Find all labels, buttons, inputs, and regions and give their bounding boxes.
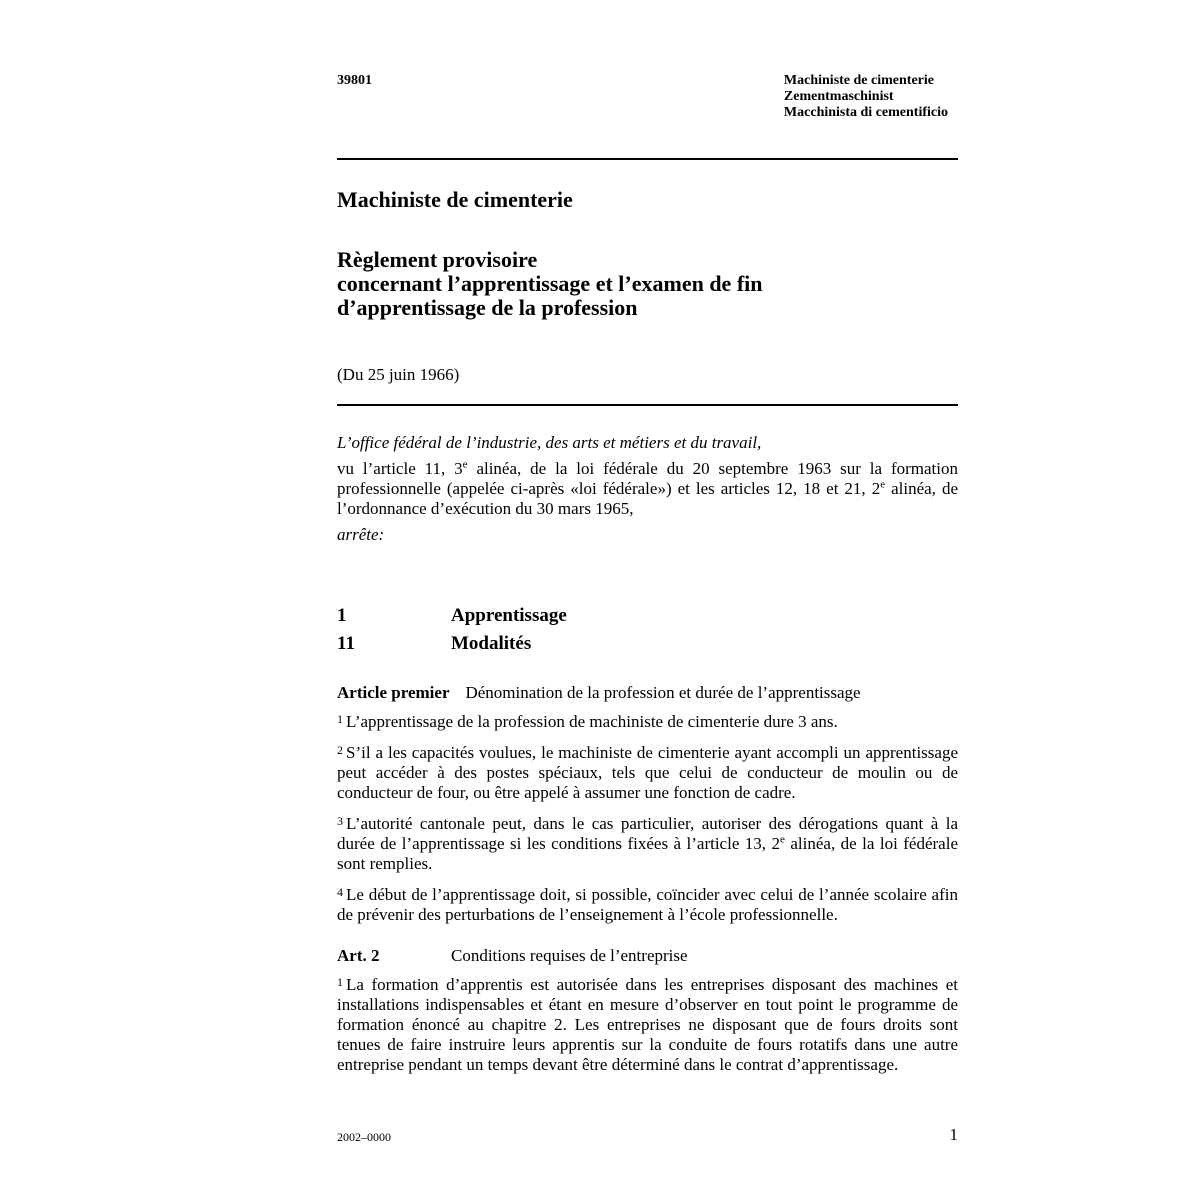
legal-basis (337, 459, 958, 519)
document-date: (Du 25 juin 1966) (337, 365, 460, 384)
title-rule (337, 404, 958, 406)
article-paragraph (337, 709, 958, 732)
subtitle-line-3: d’apprentissage de la profession (337, 295, 638, 320)
legal-basis-part-1: vu l’article 11, 3 (337, 459, 463, 478)
paragraph-number: 1 (337, 712, 343, 726)
section-number: 1 (337, 605, 347, 626)
title-italian: Macchinista di cementificio (783, 105, 948, 120)
page-number: 1 (949, 1125, 958, 1144)
document-page (337, 0, 958, 1200)
paragraph-number: 3 (337, 814, 343, 828)
section-heading-1 (337, 605, 567, 627)
section-number: 11 (337, 633, 355, 654)
paragraph-text: L’autorité cantonale peut, dans le cas particulier, autoriser des dérogations quant à la durée de l’apprentissage si les conditions fixées à l’article 13, 2 (337, 814, 958, 853)
decree-word: arrête: (337, 525, 385, 544)
subtitle-line-2: concernant l’apprentissage et l’examen de fin (337, 271, 763, 296)
article-label: Art. 2 (337, 946, 380, 965)
paragraph-number: 1 (337, 975, 343, 989)
document-title: Machiniste de cimenterie (337, 187, 573, 212)
article-title: Dénomination de la profession et durée de l’apprentissage (465, 683, 861, 702)
superscript: e (462, 458, 468, 471)
header-rule (337, 158, 958, 160)
superscript: e (780, 833, 785, 846)
paragraph-text: La formation d’apprentis est autorisée dans les entreprises disposant des machines et installations indispensables et étant en mesure d’observer en tout point le programme de formation énoncé au chapitre 2. Les entreprises ne disposant que de fours droits sont tenues de faire instruire leurs apprentis sur la conduite de fours rotatifs dans une autre entreprise pendant un temps devant être déterminé dans le contrat d’apprentissage. (337, 975, 958, 1074)
paragraph-text: alinéa, de la loi fédérale sont remplies. (337, 834, 958, 873)
document-number: 39801 (337, 73, 372, 88)
article-paragraph (337, 740, 958, 803)
section-heading-11 (337, 633, 531, 655)
paragraph-number: 4 (337, 885, 343, 899)
section-title: Modalités (451, 633, 532, 654)
profession-titles (784, 73, 948, 121)
article-2 (337, 946, 958, 1083)
footer-code: 2002–0000 (337, 1130, 391, 1144)
paragraph-text: Le début de l’apprentissage doit, si possible, coïncider avec celui de l’année scolaire afin de prévenir des perturbations de l’enseignement à l’école professionnelle. (337, 885, 958, 924)
title-german: Zementmaschinist (783, 89, 894, 104)
document-subtitle (337, 248, 763, 320)
paragraph-text: L’apprentissage de la profession de machiniste de cimenterie dure 3 ans. (346, 712, 838, 731)
legal-basis-part-2: alinéa, de la loi fédérale du 20 septembre 1963 sur la formation professionnelle (appelée ci-après «loi fédérale») et les articles 12, 18 et 21, 2 (337, 459, 958, 498)
legal-basis-part-3: alinéa, de l’ordonnance d’exécution du 30 mars 1965, (337, 479, 958, 518)
article-heading (337, 946, 958, 966)
issuing-authority: L’office fédéral de l’industrie, des arts et métiers et du travail, (337, 433, 762, 452)
paragraph-text: S’il a les capacités voulues, le machiniste de cimenterie ayant accompli un apprentissage peut accéder à des postes spéciaux, tels que celui de conducteur de moulin ou de conducteur de four, ou être appelé à assumer une fonction de cadre. (337, 743, 958, 802)
paragraph-number: 2 (337, 743, 343, 757)
superscript: e (880, 478, 886, 491)
article-paragraph (337, 972, 958, 1075)
article-paragraph (337, 811, 958, 874)
preamble (337, 433, 958, 545)
article-title: Conditions requises de l’entreprise (451, 946, 688, 965)
article-label: Article premier (337, 683, 450, 702)
article-paragraph (337, 882, 958, 925)
article-1 (337, 683, 958, 933)
subtitle-line-1: Règlement provisoire (337, 247, 538, 272)
section-title: Apprentissage (451, 605, 567, 626)
article-heading (337, 683, 958, 703)
title-french: Machiniste de cimenterie (783, 73, 934, 88)
